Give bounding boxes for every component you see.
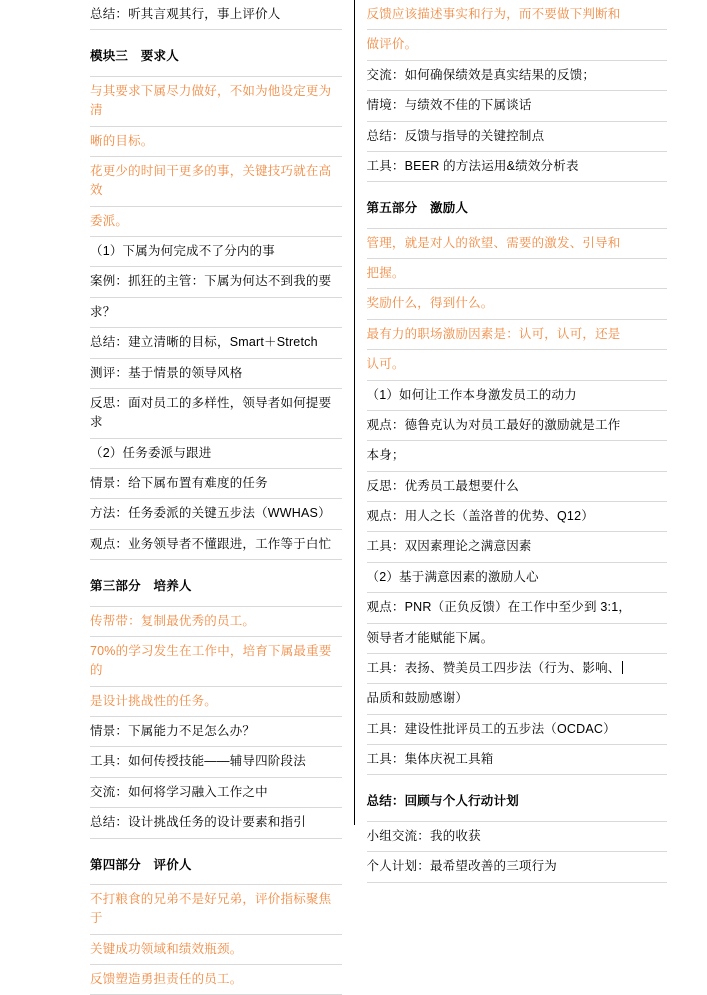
- right-line: [367, 502, 668, 532]
- right-line: [367, 289, 668, 319]
- right-line: [367, 684, 668, 714]
- right-line: [367, 0, 668, 30]
- left-column: [0, 0, 354, 825]
- right-line: [367, 532, 668, 562]
- left-line: [90, 267, 342, 297]
- line-text: 不打粮食的兄弟不是好兄弟，评价指标聚焦于: [90, 892, 331, 925]
- line-text: 品质和鼓励感谢）: [367, 691, 469, 705]
- line-text: （2）任务委派与跟进: [90, 446, 211, 460]
- left-line: [90, 389, 342, 439]
- line-text: 工具：如何传授技能——辅导四阶段法: [90, 754, 306, 768]
- right-line: [367, 593, 668, 623]
- line-text: 反馈应该描述事实和行为，而不要做下判断和: [367, 7, 621, 21]
- right-line: [367, 61, 668, 91]
- line-text: 第五部分 激励人: [367, 201, 469, 215]
- right-line: [367, 852, 668, 882]
- line-text: 反思：面对员工的多样性，领导者如何提要求: [90, 396, 331, 429]
- right-line: [367, 350, 668, 380]
- left-line: [90, 77, 342, 127]
- left-line: [90, 747, 342, 777]
- right-line: [367, 320, 668, 350]
- line-text: 观点：PNR（正负反馈）在工作中至少到 3:1，: [367, 600, 632, 614]
- line-text: 模块三 要求人: [90, 49, 179, 63]
- line-text: 总结：反馈与指导的关键控制点: [367, 129, 545, 143]
- right-line: [367, 259, 668, 289]
- line-text: 观点：德鲁克认为对员工最好的激励就是工作: [367, 418, 621, 432]
- left-line: [90, 499, 342, 529]
- line-text: （2）基于满意因素的激励人心: [367, 570, 539, 584]
- right-line: [367, 822, 668, 852]
- line-text: 做评价。: [367, 37, 418, 51]
- line-text: 花更少的时间干更多的事，关键技巧就在高效: [90, 164, 331, 197]
- line-text: 总结：回顾与个人行动计划: [367, 794, 519, 808]
- right-line: [367, 472, 668, 502]
- line-text: 关键成功领域和绩效瓶颈。: [90, 942, 242, 956]
- left-line: [90, 328, 342, 358]
- left-line: [90, 607, 342, 637]
- line-text: （1）下属为何完成不了分内的事: [90, 244, 275, 258]
- right-line: [367, 441, 668, 471]
- line-text: 反思：优秀员工最想要什么: [367, 479, 519, 493]
- line-text: 第四部分 评价人: [90, 858, 192, 872]
- left-line: [90, 808, 342, 838]
- left-line: [90, 717, 342, 747]
- line-text: 与其要求下属尽力做好，不如为他设定更为清: [90, 84, 331, 117]
- line-text: 情景：下属能力不足怎么办？: [90, 724, 255, 738]
- right-line: [367, 624, 668, 654]
- line-text: 工具：集体庆祝工具箱: [367, 752, 494, 766]
- right-line: [367, 654, 668, 684]
- line-text: 奖励什么，得到什么。: [367, 296, 494, 310]
- line-text: 传帮带：复制最优秀的员工。: [90, 614, 255, 628]
- line-text: 管理，就是对人的欲望、需要的激发、引导和: [367, 236, 621, 250]
- right-line: [367, 381, 668, 411]
- text-cursor: [622, 661, 623, 674]
- left-line: [90, 637, 342, 687]
- right-line: [367, 745, 668, 775]
- left-line: [90, 298, 342, 328]
- left-heading: [90, 845, 342, 885]
- line-text: 领导者才能赋能下属。: [367, 631, 494, 645]
- line-text: 观点：业务领导者不懂跟进，工作等于白忙: [90, 537, 331, 551]
- line-text: 案例：抓狂的主管：下属为何达不到我的要: [90, 274, 331, 288]
- right-line: [367, 715, 668, 745]
- right-heading: [367, 781, 668, 821]
- line-text: 方法：任务委派的关键五步法（WWHAS）: [90, 506, 331, 520]
- left-line: [90, 469, 342, 499]
- line-text: 观点：用人之长（盖洛普的优势、Q12）: [367, 509, 594, 523]
- left-line: [90, 530, 342, 560]
- left-line: [90, 885, 342, 935]
- left-line: [90, 237, 342, 267]
- line-text: 最有力的职场激励因素是：认可，认可，还是: [367, 327, 621, 341]
- line-text: 总结：建立清晰的目标，Smart＋Stretch: [90, 335, 318, 349]
- right-line: [367, 91, 668, 121]
- left-line: [90, 157, 342, 207]
- line-text: 小组交流：我的收获: [367, 829, 481, 843]
- line-text: 工具：BEER 的方法运用&绩效分析表: [367, 159, 579, 173]
- line-text: （1）如何让工作本身激发员工的动力: [367, 388, 577, 402]
- line-text: 交流：如何将学习融入工作之中: [90, 785, 268, 799]
- left-heading: [90, 566, 342, 606]
- line-text: 反馈塑造勇担责任的员工。: [90, 972, 242, 986]
- left-line: [90, 0, 342, 30]
- right-line: [367, 30, 668, 60]
- line-text: 情景：给下属布置有难度的任务: [90, 476, 268, 490]
- right-line: [367, 152, 668, 182]
- line-text: 工具：双因素理论之满意因素: [367, 539, 532, 553]
- left-line: [90, 439, 342, 469]
- line-text: 交流：如何确保绩效是真实结果的反馈；: [367, 68, 596, 82]
- line-text: 总结：听其言观其行，事上评价人: [90, 7, 281, 21]
- line-text: 本身；: [367, 448, 405, 462]
- left-line: [90, 965, 342, 995]
- line-text: 把握。: [367, 266, 405, 280]
- line-text: 工具：建设性批评员工的五步法（OCDAC）: [367, 722, 616, 736]
- right-line: [367, 563, 668, 593]
- line-text: 第三部分 培养人: [90, 579, 192, 593]
- line-text: 求？: [90, 305, 115, 319]
- left-line: [90, 207, 342, 237]
- left-line: [90, 935, 342, 965]
- line-text: 测评：基于情景的领导风格: [90, 366, 242, 380]
- line-text: 情境：与绩效不佳的下属谈话: [367, 98, 532, 112]
- right-line: [367, 122, 668, 152]
- left-heading: [90, 36, 342, 76]
- right-line: [367, 229, 668, 259]
- line-text: 总结：设计挑战任务的设计要素和指引: [90, 815, 306, 829]
- line-text: 个人计划：最希望改善的三项行为: [367, 859, 558, 873]
- line-text: 70%的学习发生在工作中，培育下属最重要的: [90, 644, 332, 677]
- right-line: [367, 411, 668, 441]
- right-column: [354, 0, 707, 825]
- line-text: 晰的目标。: [90, 134, 154, 148]
- line-text: 工具：表扬、赞美员工四步法（行为、影响、: [367, 661, 621, 675]
- line-text: 是设计挑战性的任务。: [90, 694, 217, 708]
- left-line: [90, 778, 342, 808]
- line-text: 委派。: [90, 214, 128, 228]
- left-line: [90, 127, 342, 157]
- left-line: [90, 687, 342, 717]
- left-line: [90, 359, 342, 389]
- right-heading: [367, 188, 668, 228]
- line-text: 认可。: [367, 357, 405, 371]
